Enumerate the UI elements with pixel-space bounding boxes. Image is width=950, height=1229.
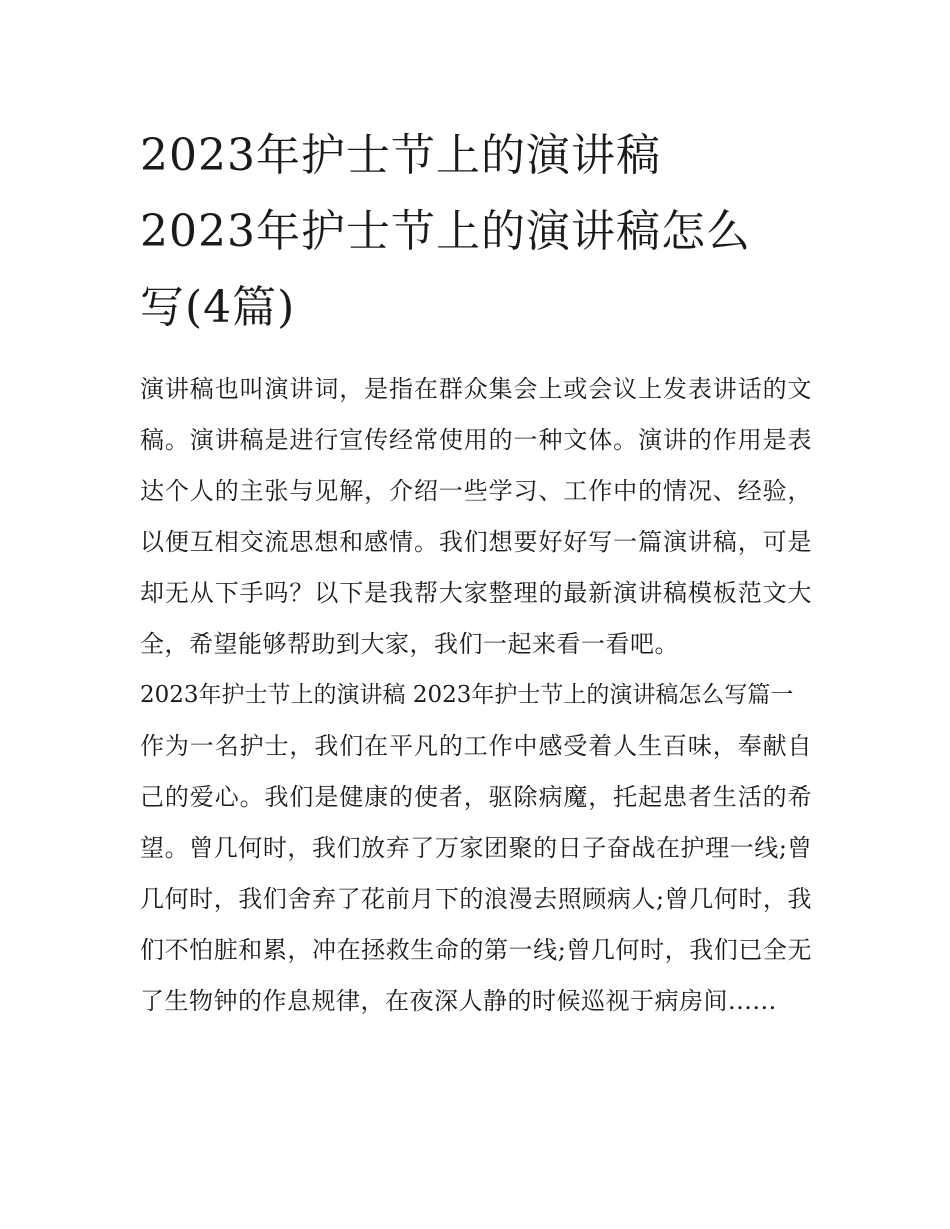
intro-paragraph: 演讲稿也叫演讲词，是指在群众集会上或会议上发表讲话的文稿。演讲稿是进行宣传经常使用的一种文体。演讲的作用是表达个人的主张与见解，介绍一些学习、工作中的情况、经验，以便互相交流思想和感情。我们想要好好写一篇演讲稿，可是却无从下手吗？以下是我帮大家整理的最新演讲稿模板范文大全，希望能够帮助到大家，我们一起来看一看吧。	[140, 375, 812, 658]
document-content	[140, 118, 812, 1027]
title-line-1: 2023年护士节上的演讲稿	[140, 130, 661, 181]
document-title	[140, 118, 812, 346]
title-line-2: 2023年护士节上的演讲稿怎么	[140, 206, 751, 257]
title-line-3: 写(4篇)	[140, 282, 296, 333]
section-heading: 2023年护士节上的演讲稿 2023年护士节上的演讲稿怎么写篇一	[140, 682, 794, 708]
body-paragraph: 作为一名护士，我们在平凡的工作中感受着人生百味，奉献自己的爱心。我们是健康的使者，驱除病魔，托起患者生活的希望。曾几何时，我们放弃了万家团聚的日子奋战在护理一线;曾几何时，我们舍弃了花前月下的浪漫去照顾病人;曾几何时，我们不怕脏和累，冲在拯救生命的第一线;曾几何时，我们已全无了生物钟的作息规律，在夜深人静的时候巡视于病房间......	[140, 732, 812, 1015]
